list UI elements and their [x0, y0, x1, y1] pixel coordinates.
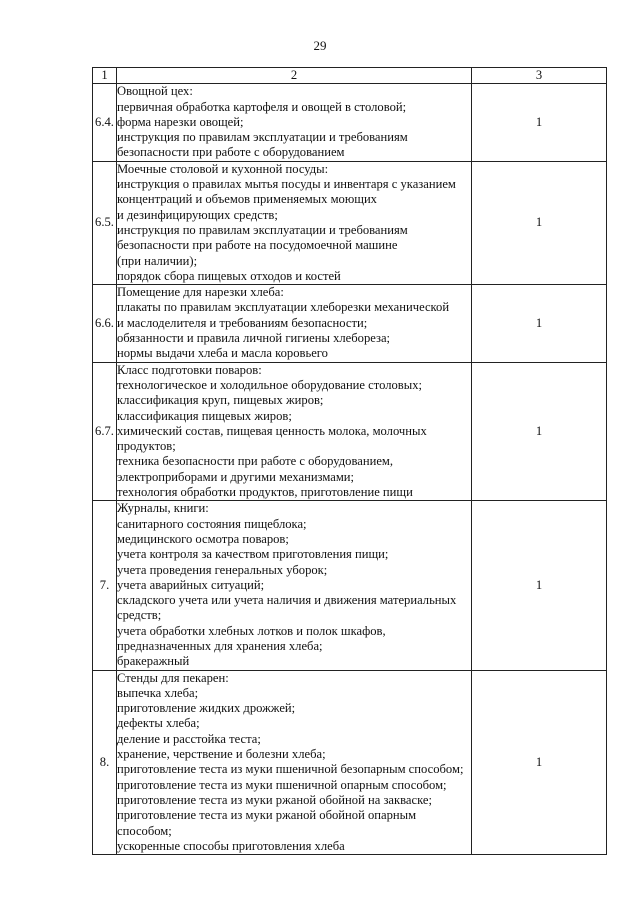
item-description: [117, 161, 472, 284]
item-number: 6.6.: [93, 285, 117, 362]
item-number: 7.: [93, 501, 117, 670]
description-line: концентраций и объемов применяемых моющих: [117, 192, 377, 207]
description-line: учета проведения генеральных уборок;: [117, 562, 328, 577]
description-line: ускоренные способы приготовления хлеба: [117, 838, 345, 853]
table-row: [93, 670, 607, 855]
table-header-row: [93, 68, 607, 84]
description-line: Моечные столовой и кухонной посуды:: [117, 161, 329, 176]
description-line: продуктов;: [117, 439, 176, 454]
description-line: приготовление жидких дрожжей;: [117, 701, 296, 716]
description-line: медицинского осмотра поваров;: [117, 531, 289, 546]
description-line: деление и расстойка теста;: [117, 731, 261, 746]
description-line: инструкция по правилам эксплуатации и требованиям: [117, 130, 408, 145]
header-cell-2: 2: [117, 68, 472, 84]
description-line: инструкция по правилам эксплуатации и требованиям: [117, 222, 408, 237]
item-number: 6.5.: [93, 161, 117, 284]
description-line: Журналы, книги:: [117, 501, 209, 516]
description-line: способом;: [117, 823, 172, 838]
item-description: [117, 362, 472, 501]
table-row: [93, 501, 607, 670]
item-quantity: 1: [472, 501, 607, 670]
description-line: инструкция о правилах мытья посуды и инвентаря с указанием: [117, 177, 456, 192]
description-line: (при наличии);: [117, 253, 198, 268]
table-row: [93, 285, 607, 362]
item-description: [117, 285, 472, 362]
description-line: приготовление теста из муки ржаной обойной опарным: [117, 808, 417, 823]
document-table-body: [93, 68, 607, 855]
description-line: обязанности и правила личной гигиены хлебореза;: [117, 331, 391, 346]
description-line: дефекты хлеба;: [117, 716, 200, 731]
description-line: приготовление теста из муки пшеничной безопарным способом;: [117, 762, 464, 777]
item-number: 8.: [93, 670, 117, 855]
item-quantity: 1: [472, 362, 607, 501]
description-line: классификация круп, пищевых жиров;: [117, 393, 324, 408]
item-number: 6.7.: [93, 362, 117, 501]
description-line: бракеражный: [117, 654, 190, 669]
item-number: 6.4.: [93, 84, 117, 161]
item-description: [117, 501, 472, 670]
description-line: приготовление теста из муки пшеничной опарным способом;: [117, 777, 447, 792]
description-line: средств;: [117, 608, 162, 623]
description-line: форма нарезки овощей;: [117, 114, 244, 129]
item-description: [117, 84, 472, 161]
description-line: Стенды для пекарен:: [117, 670, 229, 685]
description-line: плакаты по правилам эксплуатации хлеборезки механической: [117, 300, 450, 315]
description-line: хранение, черствение и болезни хлеба;: [117, 747, 326, 762]
header-cell-3: 3: [472, 68, 607, 84]
description-line: порядок сбора пищевых отходов и костей: [117, 268, 341, 283]
description-line: приготовление теста из муки ржаной обойной на закваске;: [117, 792, 432, 807]
description-line: нормы выдачи хлеба и масла коровьего: [117, 346, 328, 361]
header-cell-1: 1: [93, 68, 117, 84]
table-row: [93, 362, 607, 501]
description-line: электроприборами и другими механизмами;: [117, 469, 355, 484]
table-row: [93, 161, 607, 284]
description-line: складского учета или учета наличия и движения материальных: [117, 593, 457, 608]
description-line: и маслоделителя и требованиям безопасности;: [117, 315, 368, 330]
item-description: [117, 670, 472, 855]
item-quantity: 1: [472, 84, 607, 161]
description-line: Класс подготовки поваров:: [117, 362, 262, 377]
description-line: учета контроля за качеством приготовления пищи;: [117, 547, 389, 562]
description-line: безопасности при работе на посудомоечной машине: [117, 238, 398, 253]
table-row: [93, 84, 607, 161]
description-line: технологическое и холодильное оборудование столовых;: [117, 377, 423, 392]
description-line: первичная обработка картофеля и овощей в столовой;: [117, 99, 407, 114]
description-line: технология обработки продуктов, приготовление пищи: [117, 485, 413, 500]
item-quantity: 1: [472, 161, 607, 284]
description-line: Овощной цех:: [117, 84, 193, 99]
description-line: санитарного состояния пищеблока;: [117, 516, 307, 531]
description-line: безопасности при работе с оборудованием: [117, 145, 345, 160]
description-line: техника безопасности при работе с оборудованием,: [117, 454, 394, 469]
page-number: 29: [313, 38, 327, 53]
description-line: выпечка хлеба;: [117, 685, 199, 700]
description-line: и дезинфицирующих средств;: [117, 207, 278, 222]
item-quantity: 1: [472, 285, 607, 362]
description-line: учета аварийных ситуаций;: [117, 577, 265, 592]
description-line: предназначенных для хранения хлеба;: [117, 638, 323, 653]
document-table: [92, 67, 607, 855]
item-quantity: 1: [472, 670, 607, 855]
description-line: учета обработки хлебных лотков и полок шкафов,: [117, 623, 386, 638]
description-line: химический состав, пищевая ценность молока, молочных: [117, 423, 427, 438]
description-line: классификация пищевых жиров;: [117, 408, 292, 423]
description-line: Помещение для нарезки хлеба:: [117, 285, 284, 300]
